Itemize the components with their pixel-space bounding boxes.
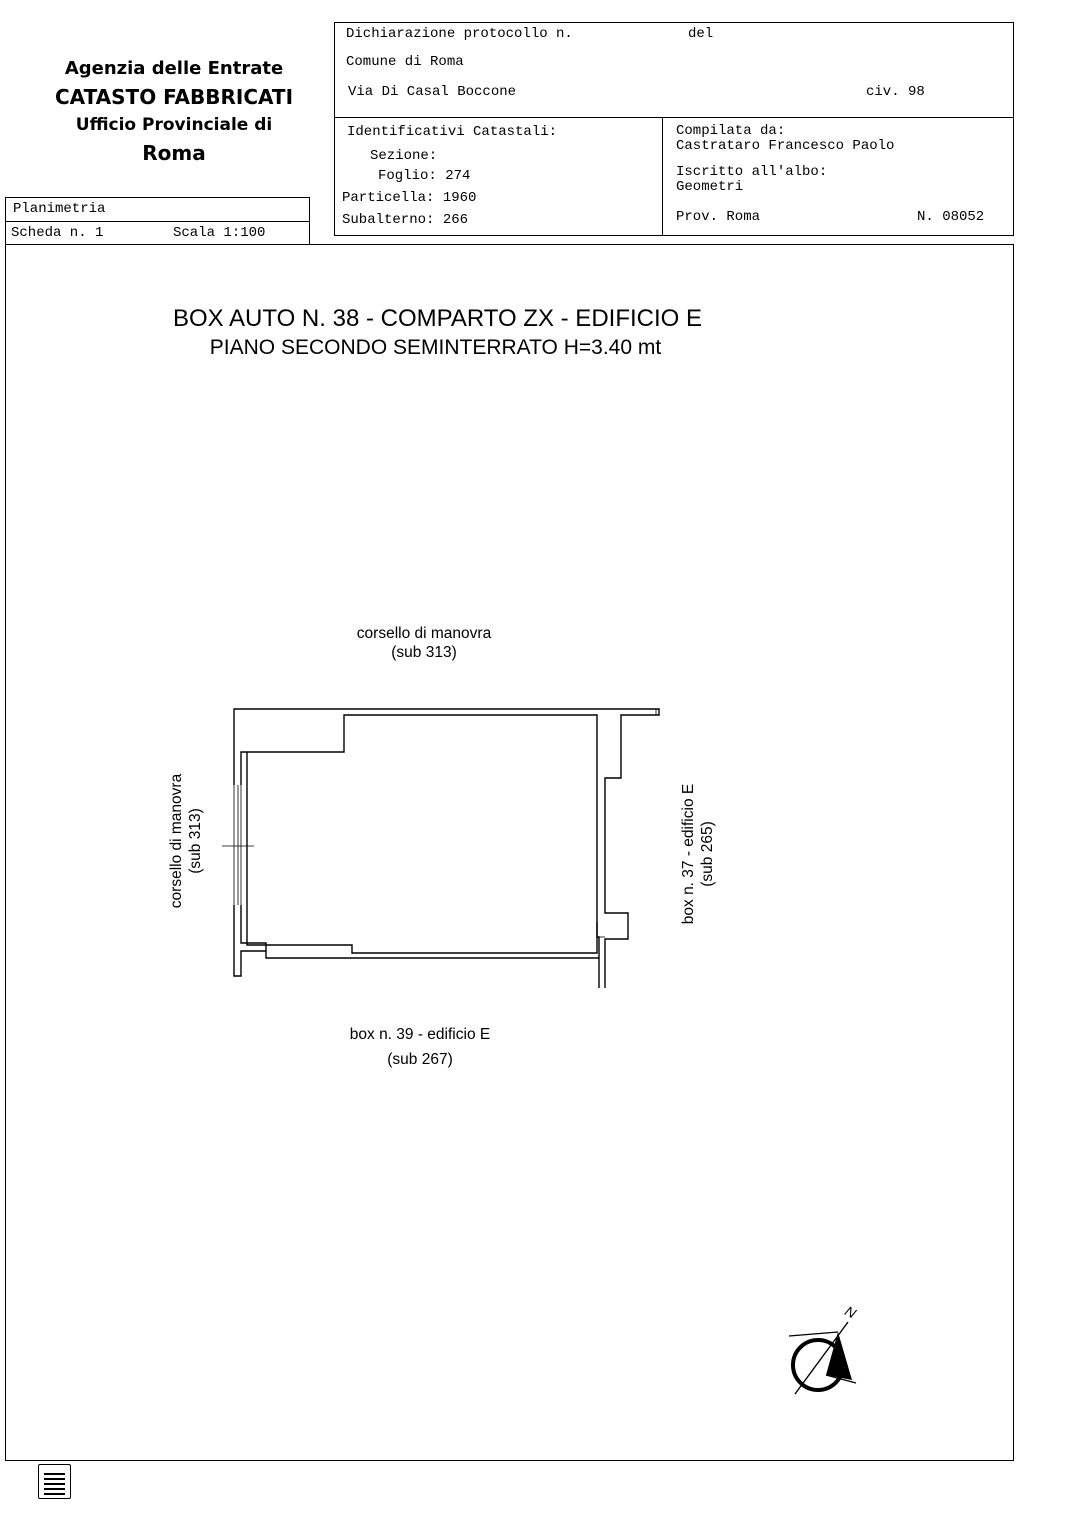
top-neighbor-sub: (sub 313) [391,644,457,661]
compilatore-name: Castrataro Francesco Paolo [676,138,895,154]
bottom-neighbor-name: box n. 39 - edificio E [349,1026,491,1043]
outer-wall-left-bottom [234,905,266,976]
agency-name: Agenzia delle Entrate [64,58,284,79]
dichiarazione-label: Dichiarazione protocollo n. [346,26,573,42]
outer-wall-right [234,709,659,988]
right-neighbor-sub: (sub 265) [699,821,716,887]
compilata-label: Compilata da: [676,123,786,139]
left-neighbor-sub: (sub 313) [187,808,204,874]
comune-label: Comune di Roma [346,54,464,70]
office-city: Roma [142,141,206,165]
planimetria-label: Planimetria [13,201,106,217]
top-neighbor-name: corsello di manovra [356,625,492,642]
left-neighbor-name: corsello di manovra [168,773,185,909]
particella-label: Particella: 1960 [342,190,477,206]
registration-number: N. 08052 [917,209,985,225]
bottom-neighbor-sub: (sub 267) [387,1051,453,1068]
albo-label: Geometri [676,179,744,195]
province-label: Prov. Roma [676,209,761,225]
left-neighbor-label [167,741,205,941]
identificativi-label: Identificativi Catastali: [347,124,558,140]
inner-wall-bottom [241,905,599,958]
scala-label: Scala 1:100 [173,225,266,241]
cadastre-title: CATASTO FABBRICATI [54,85,294,109]
document-icon[interactable] [38,1464,71,1499]
sezione-label: Sezione: [370,148,438,164]
foglio-label: Foglio: 274 [378,168,471,184]
drawing-title: BOX AUTO N. 38 - COMPARTO ZX - EDIFICIO E [173,305,702,332]
office-label: Ufficio Provinciale di [75,115,273,135]
right-neighbor-name: box n. 37 - edificio E [680,783,697,925]
room-inner-outline [247,765,597,953]
drawing-subtitle: PIANO SECONDO SEMINTERRATO H=3.40 mt [209,336,662,359]
address-label: Via Di Casal Boccone [348,84,517,100]
scheda-label: Scheda n. 1 [11,225,104,241]
bottom-neighbor-label [320,1022,520,1072]
north-compass-icon [789,1302,860,1394]
right-neighbor-label [679,754,717,954]
del-label: del [688,26,714,42]
inner-wall-top [241,715,599,988]
top-neighbor-label [324,624,524,662]
civic-number: civ. 98 [866,84,925,100]
subalterno-label: Subalterno: 266 [342,212,469,228]
north-label: N [842,1302,859,1322]
iscritto-label: Iscritto all'albo: [676,164,828,180]
